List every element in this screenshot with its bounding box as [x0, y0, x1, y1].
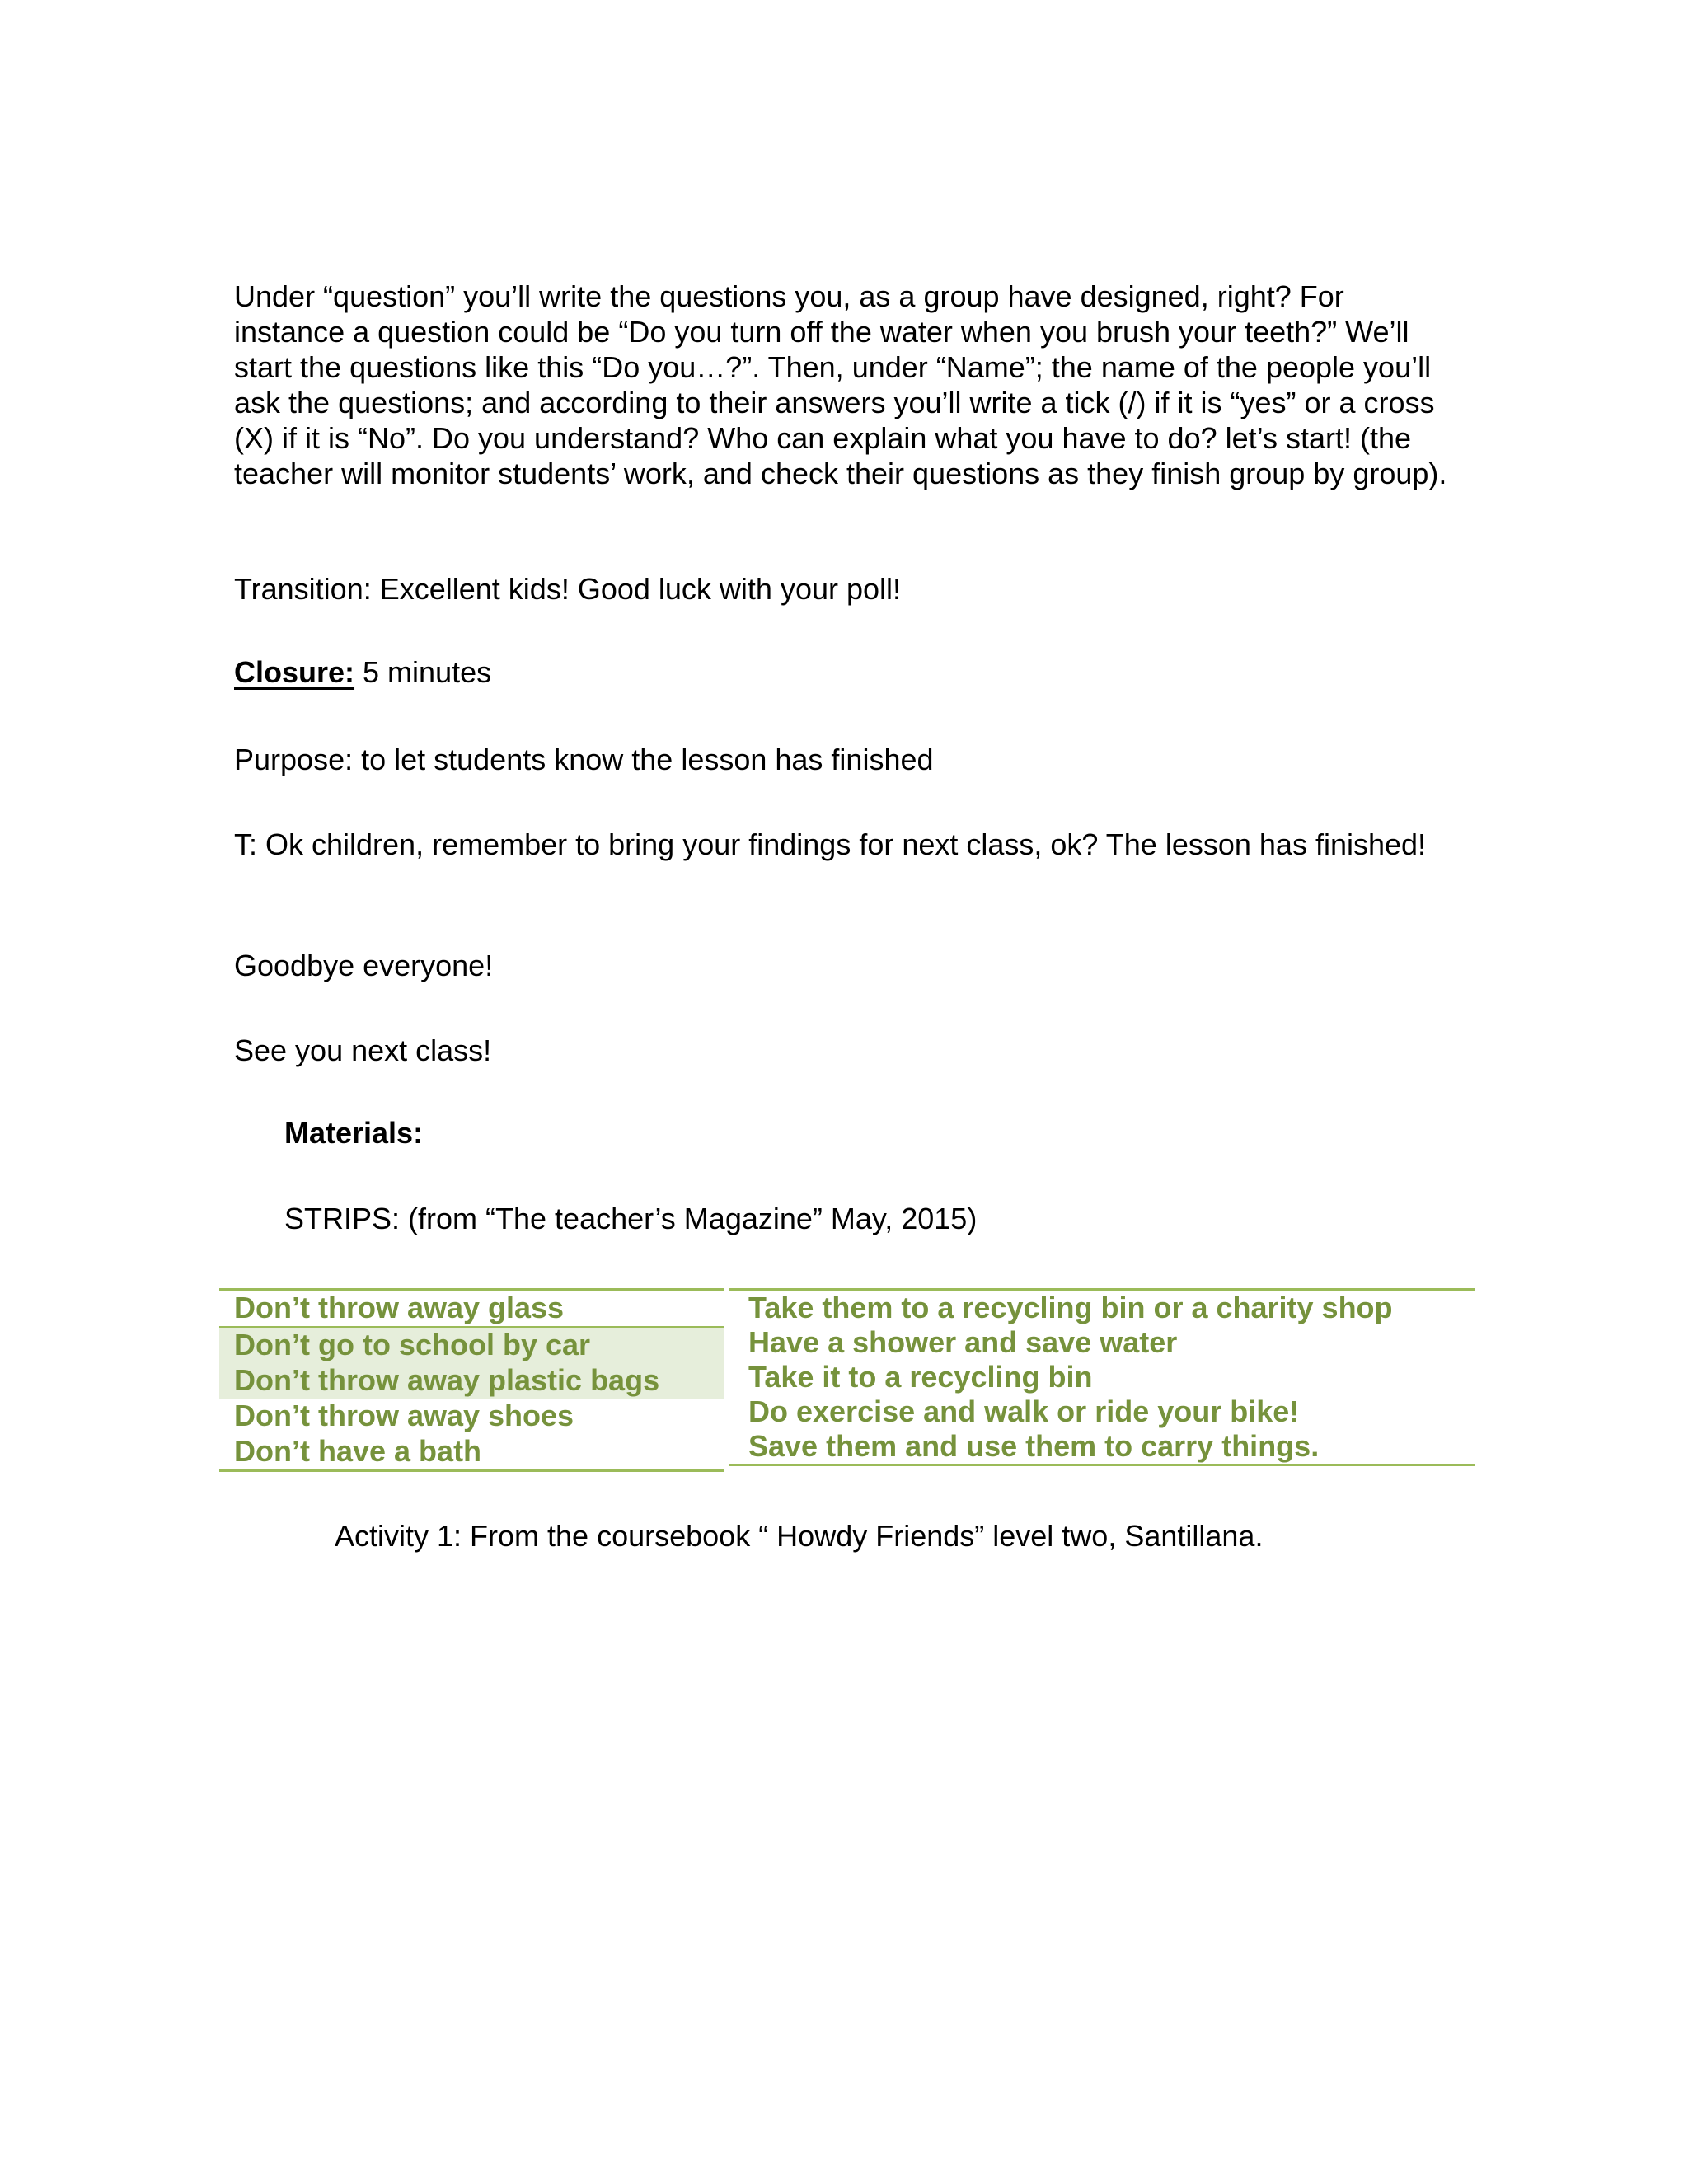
- strip-left-item: Don’t throw away glass: [234, 1291, 565, 1324]
- closure-label: Closure:: [234, 655, 355, 689]
- strips-source-paragraph: STRIPS: (from “The teacher’s Magazine” May, 2015): [284, 1202, 978, 1235]
- strip-left-item: Don’t go to school by car: [219, 1328, 724, 1363]
- transition-paragraph: Transition: Excellent kids! Good luck with your poll!: [234, 572, 902, 606]
- strips-right-column: [729, 1288, 1475, 1466]
- activity-note-paragraph: Activity 1: From the coursebook “ Howdy Friends” level two, Santillana.: [335, 1519, 1264, 1553]
- strip-right-item: Take them to a recycling bin or a charity shop: [748, 1291, 1393, 1324]
- strip-right-item: Do exercise and walk or ride your bike!: [748, 1394, 1300, 1428]
- purpose-paragraph: Purpose: to let students know the lesson has finished: [234, 743, 934, 776]
- strip-left-item: Don’t have a bath: [234, 1434, 482, 1468]
- closure-paragraph: [234, 654, 1454, 690]
- materials-heading: Materials:: [284, 1116, 424, 1150]
- strip-right-item: Take it to a recycling bin: [748, 1360, 1093, 1394]
- closure-time: 5 minutes: [354, 655, 492, 689]
- strip-left-item: Don’t throw away plastic bags: [219, 1363, 724, 1399]
- strip-right-item: Have a shower and save water: [748, 1325, 1178, 1359]
- goodbye-paragraph: Goodbye everyone!: [234, 949, 494, 982]
- strip-left-item: Don’t throw away shoes: [234, 1399, 574, 1432]
- strips-left-column: [219, 1288, 724, 1472]
- strip-bottom-rule: [219, 1469, 724, 1472]
- see-you-paragraph: See you next class!: [234, 1033, 492, 1067]
- teacher-line-paragraph: T: Ok children, remember to bring your findings for next class, ok? The lesson has finished!: [234, 827, 1427, 861]
- instructions-paragraph: Under “question” you’ll write the questions you, as a group have designed, right? For instance a question could be “Do you turn off the water when you brush your teeth?” We’ll start the questions like this “Do you…?”. Then, under “Name”; the name of the people you’ll ask the questions; and according to their answers you’ll write a tick (/) if it is “yes” or a cross (X) if it is “No”. Do you understand? Who can explain what you have to do? let’s start! (the teacher will monitor students’ work, and check their questions as they finish group by group).: [234, 279, 1447, 490]
- strip-bottom-rule: [729, 1464, 1475, 1466]
- strip-right-item: Save them and use them to carry things.: [748, 1429, 1320, 1463]
